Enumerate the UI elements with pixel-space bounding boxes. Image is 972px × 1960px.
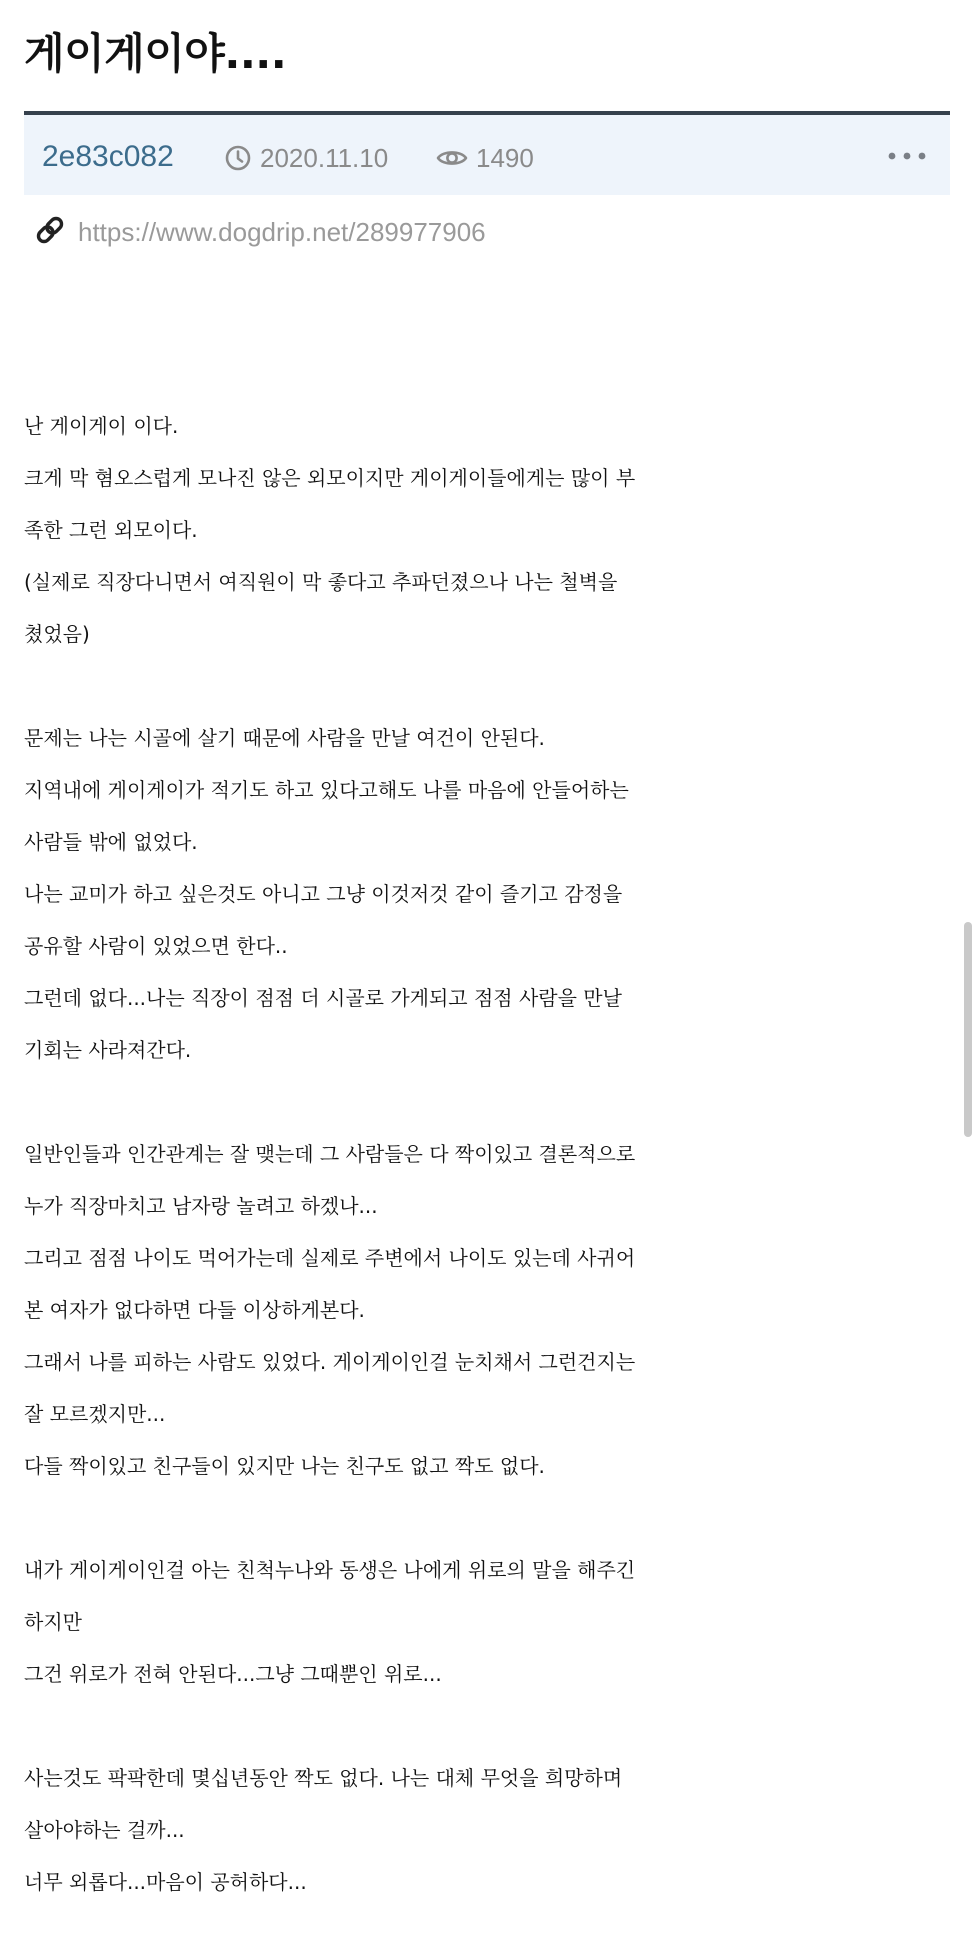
paragraph	[24, 1544, 954, 1700]
post-title: 게이게이야....	[24, 29, 287, 78]
text-line: 기회는 사라져간다.	[24, 1038, 192, 1062]
text-line: 지역내에 게이게이가 적기도 하고 있다고해도 나를 마음에 안들어하는	[24, 778, 629, 802]
post-views-text: 1490	[476, 142, 534, 173]
scrollbar-thumb[interactable]	[964, 922, 972, 1137]
paragraph	[24, 400, 954, 660]
text-line: 족한 그런 외모이다.	[24, 518, 198, 542]
link-icon	[32, 212, 68, 252]
text-line: 그래서 나를 피하는 사람도 있었다. 게이게이인걸 눈치채서 그런건지는	[24, 1350, 636, 1374]
post-meta-bar	[24, 111, 950, 195]
text-line: 내가 게이게이인걸 아는 친척누나와 동생은 나에게 위로의 말을 해주긴	[24, 1558, 636, 1582]
text-line: 다들 짝이있고 친구들이 있지만 나는 친구도 없고 짝도 없다.	[24, 1454, 545, 1478]
text-line: 본 여자가 없다하면 다들 이상하게본다.	[24, 1298, 365, 1322]
text-line: 공유할 사람이 있었으면 한다..	[24, 934, 288, 958]
permalink-url[interactable]: https://www.dogdrip.net/289977906	[78, 216, 486, 247]
text-line: 쳤었음)	[24, 622, 90, 646]
text-line: 나는 교미가 하고 싶은것도 아니고 그냥 이것저것 같이 즐기고 감정을	[24, 882, 623, 906]
post-date-text: 2020.11.10	[260, 142, 389, 173]
text-line: 크게 막 혐오스럽게 모나진 않은 외모이지만 게이게이들에게는 많이 부	[24, 466, 636, 490]
paragraph	[24, 712, 954, 1076]
text-line: 사는것도 팍팍한데 몇십년동안 짝도 없다. 나는 대체 무엇을 희망하며	[24, 1766, 623, 1790]
more-options-button[interactable]	[882, 135, 932, 175]
clock-icon	[224, 144, 252, 172]
text-line: 문제는 나는 시골에 살기 때문에 사람을 만날 여건이 안된다.	[24, 726, 545, 750]
text-line: 그런데 없다...나는 직장이 점점 더 시골로 가게되고 점점 사람을 만날	[24, 986, 622, 1010]
text-line: 일반인들과 인간관계는 잘 맺는데 그 사람들은 다 짝이있고 결론적으로	[24, 1142, 636, 1166]
text-line: 누가 직장마치고 남자랑 놀려고 하겠나...	[24, 1194, 378, 1218]
post-content	[24, 400, 954, 1960]
eye-icon	[436, 146, 468, 170]
text-line: 너무 외롭다...마음이 공허하다...	[24, 1870, 307, 1894]
post-date	[224, 141, 388, 175]
text-line: 그건 위로가 전혀 안된다...그냥 그때뿐인 위로...	[24, 1662, 442, 1686]
text-line: 사람들 밖에 없었다.	[24, 830, 198, 854]
paragraph	[24, 1128, 954, 1492]
text-line: 하지만	[24, 1610, 82, 1634]
text-line: 그리고 점점 나이도 먹어가는데 실제로 주변에서 나이도 있는데 사귀어	[24, 1246, 636, 1270]
permalink-row	[32, 212, 486, 252]
author-link[interactable]: 2e83c082	[42, 140, 174, 173]
more-horizontal-icon	[887, 146, 927, 165]
post-views	[436, 141, 534, 175]
paragraph	[24, 1752, 954, 1908]
text-line: (실제로 직장다니면서 여직원이 막 좋다고 추파던졌으나 나는 철벽을	[24, 570, 618, 594]
text-line: 살아야하는 걸까...	[24, 1818, 185, 1842]
text-line: 잘 모르겠지만...	[24, 1402, 166, 1426]
text-line: 난 게이게이 이다.	[24, 414, 179, 438]
